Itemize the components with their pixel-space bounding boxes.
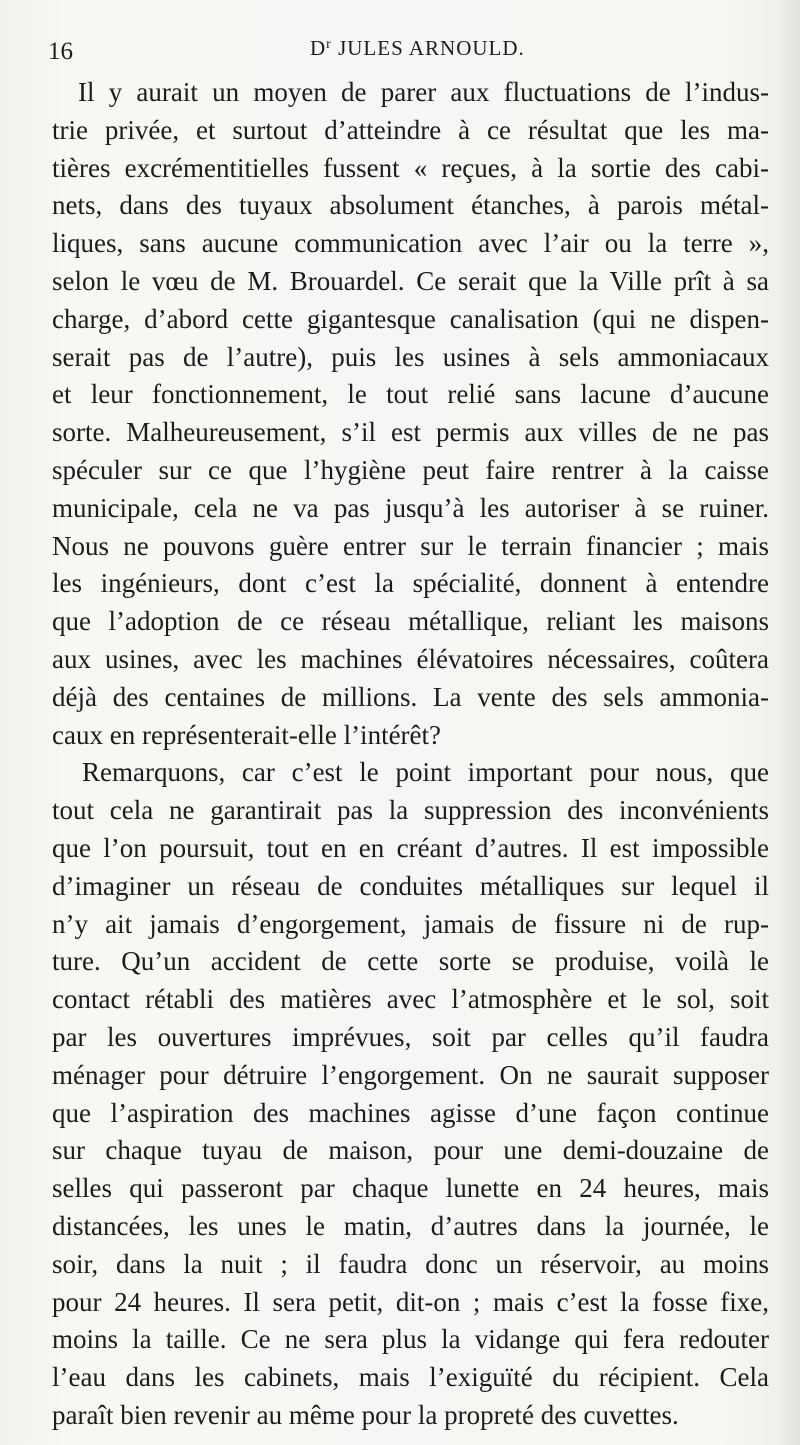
author-name: JULES ARNOULD. <box>338 36 525 60</box>
text-line: sorte. Malheureusement, s’il est permis aux villes de ne pas <box>52 417 769 448</box>
paragraph <box>52 74 769 754</box>
page-number: 16 <box>48 38 73 65</box>
running-head <box>310 36 525 61</box>
text-line: serait pas de l’autre), puis les usines à sels ammoniacaux <box>52 341 769 372</box>
text-line: tout cela ne garantirait pas la suppression des inconvénients <box>52 795 769 826</box>
text-line: Il y aurait un moyen de parer aux fluctuations de l’indus- <box>78 77 769 107</box>
text-line: trie privée, et surtout d’atteindre à ce résultat que les ma- <box>52 114 769 145</box>
text-line: soir, dans la nuit ; il faudra donc un réservoir, au moins <box>52 1248 769 1279</box>
text-line: ture. Qu’un accident de cette sorte se produise, voilà le <box>52 946 769 977</box>
text-line: que l’adoption de ce réseau métallique, reliant les maisons <box>52 606 769 637</box>
text-line: aux usines, avec les machines élévatoires nécessaires, coûtera <box>52 643 769 674</box>
text-line: paraît bien revenir au même pour la propreté des cuvettes. <box>52 1399 679 1430</box>
author-prefix: D <box>310 36 327 60</box>
text-line: contact rétabli des matières avec l’atmosphère et le sol, soit <box>52 984 769 1015</box>
text-line: tières excrémentitielles fussent « reçues, à la sortie des cabi- <box>52 152 769 183</box>
text-line: spéculer sur ce que l’hygiène peut faire rentrer à la caisse <box>52 454 769 485</box>
text-line: nets, dans des tuyaux absolument étanches, à parois métal- <box>52 190 769 221</box>
text-line: ménager pour détruire l’engorgement. On ne saurait supposer <box>52 1059 769 1090</box>
text-line: et leur fonctionnement, le tout relié sans lacune d’aucune <box>52 379 769 410</box>
text-line: les ingénieurs, dont c’est la spécialité, donnent à entendre <box>52 568 769 599</box>
page-header <box>48 34 760 74</box>
text-line: que l’on poursuit, tout en en créant d’autres. Il est impossible <box>52 832 769 863</box>
text-line: Nous ne pouvons guère entrer sur le terrain financier ; mais <box>52 530 769 561</box>
text-line: caux en représenterait-elle l’intérêt? <box>52 719 442 750</box>
text-line: n’y ait jamais d’engorgement, jamais de fissure ni de rup- <box>52 908 769 939</box>
text-line: sur chaque tuyau de maison, pour une demi-douzaine de <box>52 1135 769 1166</box>
text-line: charge, d’abord cette gigantesque canalisation (qui ne dispen- <box>52 303 769 334</box>
text-line: selon le vœu de M. Brouardel. Ce serait que la Ville prît à sa <box>52 265 769 296</box>
text-line: que l’aspiration des machines agisse d’une façon continue <box>52 1097 769 1128</box>
text-line: distancées, les unes le matin, d’autres dans la journée, le <box>52 1210 769 1241</box>
paragraph <box>52 754 769 1434</box>
text-line: d’imaginer un réseau de conduites métalliques sur lequel il <box>52 870 769 901</box>
text-line: selles qui passeront par chaque lunette en 24 heures, mais <box>52 1173 769 1204</box>
text-line: déjà des centaines de millions. La vente des sels ammonia- <box>52 681 769 712</box>
text-line: Remarquons, car c’est le point important pour nous, que <box>82 757 769 788</box>
text-line: par les ouvertures imprévues, soit par celles qu’il faudra <box>52 1021 769 1052</box>
page-edge-shadow <box>778 0 800 1445</box>
body-text <box>52 74 769 1435</box>
author-superscript: r <box>326 37 332 52</box>
text-line: municipale, cela ne va pas jusqu’à les autoriser à se ruiner. <box>52 492 769 523</box>
text-line: pour 24 heures. Il sera petit, dit-on ; mais c’est la fosse fixe, <box>52 1286 769 1317</box>
text-line: l’eau dans les cabinets, mais l’exiguïté du récipient. Cela <box>52 1362 769 1393</box>
text-line: moins la taille. Ce ne sera plus la vidange qui fera redouter <box>52 1324 769 1355</box>
text-line: liques, sans aucune communication avec l’air ou la terre », <box>52 228 769 259</box>
